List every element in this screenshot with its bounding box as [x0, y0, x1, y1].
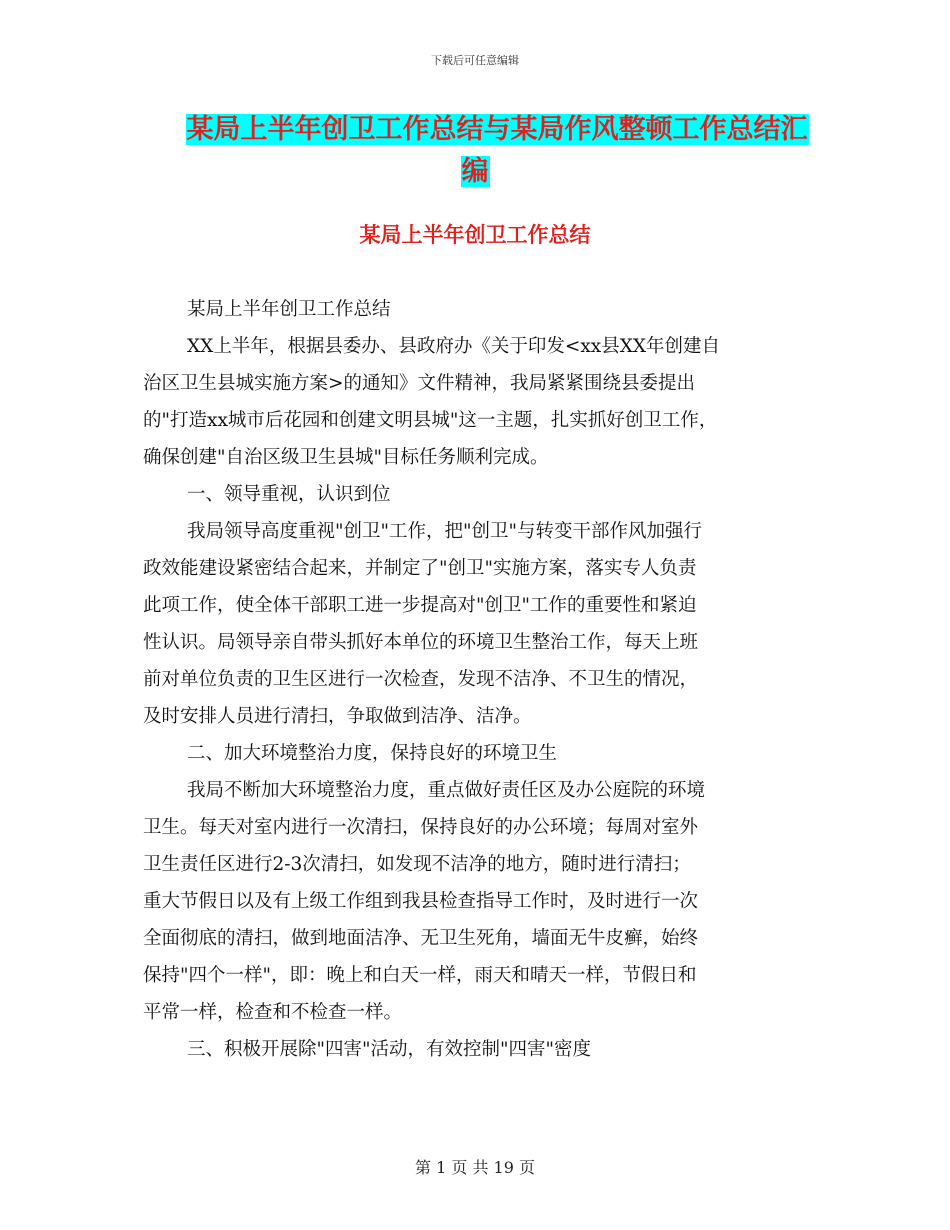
page-number-footer: 第 1 页 共 19 页 [415, 1158, 535, 1177]
title-highlight-1: 某局上半年创卫工作总结与某局作风整顿工作总结汇 [186, 114, 808, 145]
body-line: 此项工作，使全体干部职工进一步提高对"创卫"工作的重要性和紧迫 [143, 595, 697, 616]
body-line: 卫生。每天对室内进行一次清扫，保持良好的办公环境；每周对室外 [143, 817, 699, 838]
body-line: 卫生责任区进行2-3次清扫，如发现不洁净的地方，随时进行清扫； [143, 854, 691, 875]
body-line: 我局领导高度重视"创卫"工作，把"创卫"与转变干部作风加强行 [187, 521, 703, 542]
body-line: 确保创建"自治区级卫生县城"目标任务顺利完成。 [143, 447, 549, 468]
page-header-note: 下载后可任意编辑 [431, 54, 519, 67]
body-line: 二、加大环境整治力度，保持良好的环境卫生 [187, 743, 558, 764]
body-line: 保持"四个一样"，即：晚上和白天一样，雨天和晴天一样，节假日和 [143, 965, 697, 986]
title-highlight-2: 编 [461, 156, 489, 187]
body-line: 及时安排人员进行清扫，争取做到洁净、洁净。 [143, 706, 532, 727]
body-line: 前对单位负责的卫生区进行一次检查，发现不洁净、不卫生的情况， [143, 669, 699, 690]
body-line: XX上半年，根据县委办、县政府办《关于印发<xx县XX年创建自 [187, 336, 721, 357]
body-line: 性认识。局领导亲自带头抓好本单位的环境卫生整治工作，每天上班 [143, 632, 699, 653]
document-title-line-2 [0, 154, 950, 190]
body-line: 三、积极开展除"四害"活动，有效控制"四害"密度 [187, 1039, 592, 1060]
body-line: 平常一样，检查和不检查一样。 [143, 1002, 403, 1023]
document-title-line-1 [22, 112, 950, 148]
body-line: 治区卫生县城实施方案>的通知》文件精神，我局紧紧围绕县委提出 [143, 373, 696, 394]
body-line: 全面彻底的清扫，做到地面洁净、无卫生死角，墙面无牛皮癣，始终 [143, 928, 699, 949]
body-line: 某局上半年创卫工作总结 [187, 299, 391, 320]
body-line: 的"打造xx城市后花园和创建文明县城"这一主题，扎实抓好创卫工作， [143, 410, 718, 431]
body-line: 政效能建设紧密结合起来，并制定了"创卫"实施方案，落实专人负责 [143, 558, 697, 579]
section-title: 某局上半年创卫工作总结 [359, 223, 591, 247]
body-line: 重大节假日以及有上级工作组到我县检查指导工作时，及时进行一次 [143, 891, 699, 912]
body-line: 一、领导重视，认识到位 [187, 484, 391, 505]
body-line: 我局不断加大环境整治力度，重点做好责任区及办公庭院的环境 [187, 780, 706, 801]
